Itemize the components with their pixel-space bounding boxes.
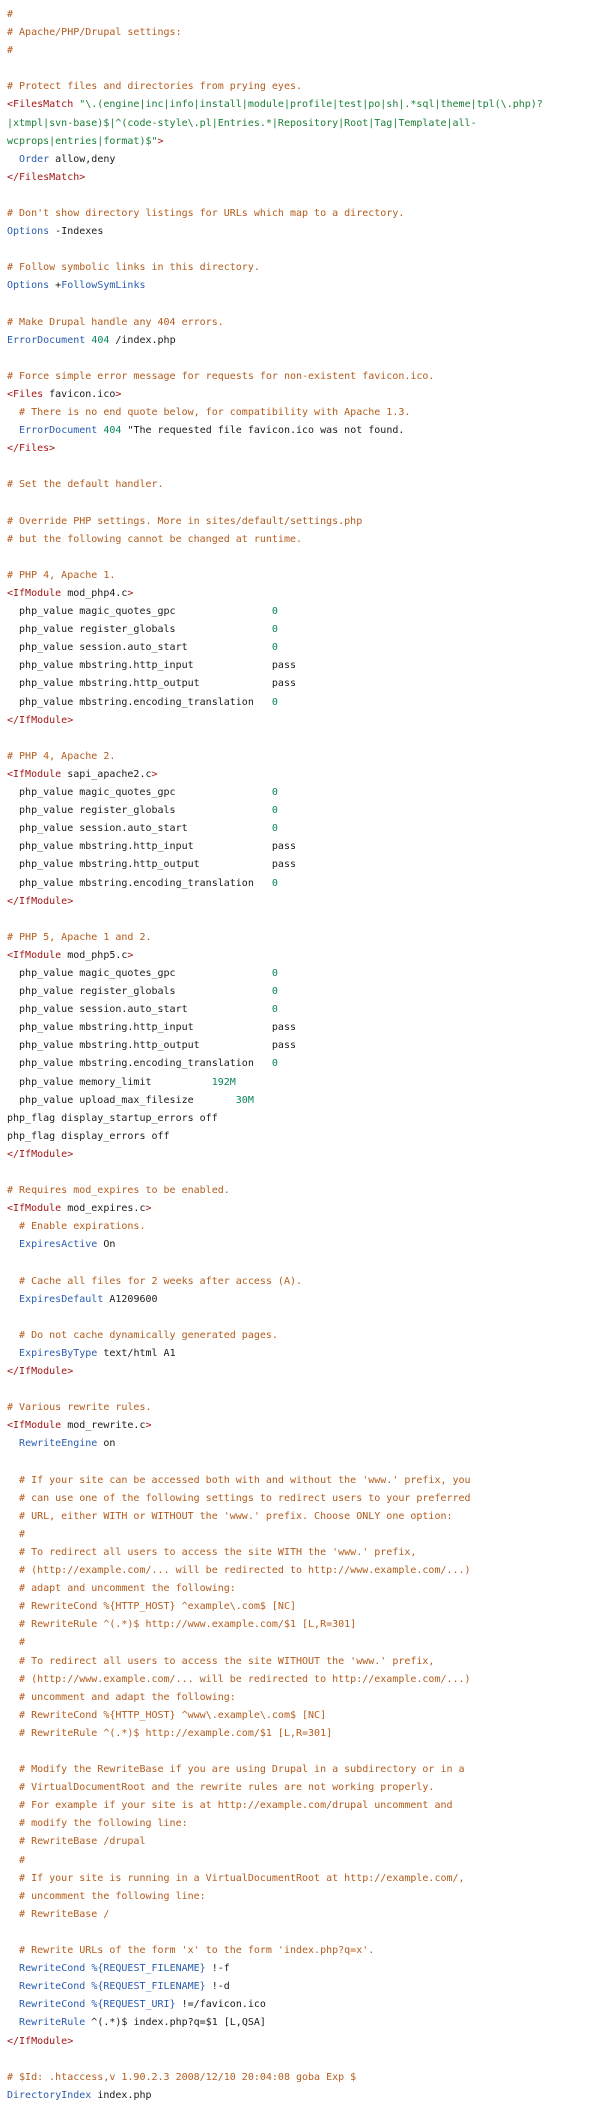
- code-line: [7, 513, 593, 531]
- code-line: [7, 60, 593, 78]
- code-comment: # PHP 4, Apache 2.: [7, 750, 116, 762]
- code-tag: </Files>: [7, 443, 56, 455]
- code-number: 192M: [211, 1076, 236, 1088]
- code-number: 0: [271, 1004, 278, 1016]
- code-comment: #: [7, 1637, 26, 1649]
- code-comment: # Follow symbolic links in this directory.: [7, 262, 260, 274]
- code-line: [7, 1725, 593, 1743]
- code-text: mod_php4.c: [61, 588, 128, 599]
- code-directive: Order: [19, 153, 50, 165]
- code-comment: # (http://example.com/... will be redirected to http://www.example.com/...): [7, 1565, 471, 1577]
- code-text: [7, 1981, 19, 1992]
- code-line: [7, 657, 593, 675]
- code-text: -Indexes: [49, 226, 104, 238]
- code-line: [7, 965, 593, 983]
- code-text: mod_rewrite.c: [61, 1420, 146, 1432]
- code-number: 0: [271, 642, 278, 654]
- code-line: [7, 1544, 593, 1562]
- code-line: [7, 1200, 593, 1218]
- code-text: On: [97, 1239, 116, 1251]
- code-line: [7, 1562, 593, 1580]
- code-text: mod_expires.c: [61, 1203, 146, 1215]
- code-line: [7, 585, 593, 603]
- code-line: [7, 1743, 593, 1761]
- code-comment: # VirtualDocumentRoot and the rewrite rules are not working properly.: [7, 1782, 435, 1794]
- code-line: [7, 929, 593, 947]
- code-line: [7, 1580, 593, 1598]
- code-line: [7, 911, 593, 929]
- code-tag: >: [145, 1420, 152, 1432]
- code-number: 404: [91, 334, 110, 346]
- code-line: [7, 875, 593, 893]
- code-line: [7, 241, 593, 259]
- code-directive: RewriteCond: [19, 1981, 86, 1993]
- code-line: [7, 96, 593, 114]
- code-line: [7, 1761, 593, 1779]
- code-number: 0: [271, 986, 278, 998]
- code-line: [7, 531, 593, 549]
- code-comment: # uncomment and adapt the following:: [7, 1691, 236, 1703]
- code-comment: # Modify the RewriteBase if you are using Drupal in a subdirectory or in a: [7, 1764, 465, 1776]
- code-comment: #: [7, 1528, 26, 1540]
- code-tag: >: [145, 1203, 152, 1215]
- code-line: [7, 1797, 593, 1815]
- code-line: [7, 1074, 593, 1092]
- code-text: php_value session.auto_start: [7, 642, 272, 654]
- code-tag: </IfModule>: [7, 1148, 74, 1160]
- code-text: [7, 425, 19, 436]
- code-line: [7, 1110, 593, 1128]
- code-line: [7, 1146, 593, 1164]
- code-text: php_value mbstring.http_output pass: [7, 678, 296, 690]
- code-line: [7, 259, 593, 277]
- code-line: [7, 2033, 593, 2051]
- code-line: [7, 1815, 593, 1833]
- code-text: php_value magic_quotes_gpc: [7, 606, 272, 618]
- code-line: [7, 1128, 593, 1146]
- code-line: [7, 1164, 593, 1182]
- code-text: on: [97, 1438, 116, 1450]
- code-line: [7, 1598, 593, 1616]
- code-directive: ExpiresDefault: [19, 1293, 104, 1305]
- code-directive: RewriteRule: [19, 2017, 86, 2029]
- code-number: 0: [271, 787, 278, 799]
- code-line: [7, 458, 593, 476]
- code-tag: <FilesMatch: [7, 99, 80, 111]
- code-line: [7, 1345, 593, 1363]
- code-directive: FollowSymLinks: [61, 280, 146, 292]
- code-line: [7, 476, 593, 494]
- code-text: "The requested file favicon.ico was not found.: [121, 425, 405, 437]
- code-line: [7, 947, 593, 965]
- code-line: [7, 1218, 593, 1236]
- code-text: [7, 1999, 19, 2010]
- code-text: text/html A1: [97, 1347, 176, 1359]
- code-line: [7, 223, 593, 241]
- code-comment: # can use one of the following settings to redirect users to your preferred: [7, 1492, 471, 1504]
- code-line: [7, 187, 593, 205]
- code-line: [7, 1634, 593, 1652]
- code-comment: # PHP 4, Apache 1.: [7, 569, 116, 581]
- code-line: [7, 1526, 593, 1544]
- code-text: sapi_apache2.c: [61, 768, 152, 780]
- code-line: [7, 1309, 593, 1327]
- code-line: [7, 1852, 593, 1870]
- code-tag: >: [151, 768, 158, 780]
- code-tag: >: [157, 135, 164, 147]
- code-line: [7, 1833, 593, 1851]
- code-comment: # $Id: .htaccess,v 1.90.2.3 2008/12/10 20:04:08 goba Exp $: [7, 2071, 357, 2083]
- code-line: [7, 766, 593, 784]
- code-text: php_value mbstring.http_input pass: [7, 1022, 296, 1034]
- code-directive: ExpiresByType: [19, 1347, 98, 1359]
- code-tag: <IfModule: [7, 1420, 62, 1432]
- code-line: [7, 1055, 593, 1073]
- code-tag: <IfModule: [7, 768, 62, 780]
- code-comment: # Cache all files for 2 weeks after access (A).: [7, 1275, 303, 1287]
- code-line: [7, 1707, 593, 1725]
- code-line: [7, 1490, 593, 1508]
- code-comment: # For example if your site is at http://example.com/drupal uncomment and: [7, 1800, 453, 1812]
- code-text: php_value register_globals: [7, 986, 272, 998]
- code-comment: # Do not cache dynamically generated pages.: [7, 1329, 278, 1341]
- code-line: [7, 6, 593, 24]
- code-line: [7, 2069, 593, 2087]
- code-line: [7, 1254, 593, 1272]
- code-line: [7, 24, 593, 42]
- code-line: [7, 1616, 593, 1634]
- code-line: [7, 42, 593, 60]
- code-line: [7, 621, 593, 639]
- code-text: php_value upload_max_filesize: [7, 1094, 236, 1106]
- code-line: [7, 1327, 593, 1345]
- code-directive: %{REQUEST_FILENAME}: [91, 1981, 206, 1993]
- code-line: [7, 2087, 593, 2105]
- code-tag: <IfModule: [7, 588, 62, 599]
- code-comment: #: [7, 9, 14, 20]
- code-text: php_value magic_quotes_gpc: [7, 787, 272, 799]
- code-line: [7, 1236, 593, 1254]
- code-line: [7, 368, 593, 386]
- code-tag: <IfModule: [7, 949, 62, 961]
- code-text: php_value mbstring.encoding_translation: [7, 1058, 272, 1070]
- code-line: [7, 1960, 593, 1978]
- code-directive: ErrorDocument: [19, 425, 98, 437]
- code-comment: # Apache/PHP/Drupal settings:: [7, 27, 182, 39]
- code-text: php_value register_globals: [7, 805, 272, 817]
- code-text: [7, 154, 19, 165]
- code-line: [7, 1454, 593, 1472]
- code-text: php_value mbstring.http_output pass: [7, 859, 296, 871]
- code-line: [7, 115, 593, 133]
- code-text: !-f: [205, 1963, 230, 1975]
- code-directive: ErrorDocument: [7, 334, 86, 346]
- code-text: !-d: [205, 1981, 230, 1993]
- code-comment: # To redirect all users to access the site WITH the 'www.' prefix,: [7, 1546, 417, 1558]
- code-line: [7, 983, 593, 1001]
- code-text: /index.php: [109, 334, 176, 346]
- code-line: [7, 694, 593, 712]
- code-regex: wcprops|entries|format)$": [7, 135, 158, 147]
- code-line: [7, 296, 593, 314]
- code-line: [7, 549, 593, 567]
- code-comment: # Rewrite URLs of the form 'x' to the form 'index.php?q=x'.: [7, 1945, 375, 1957]
- code-line: [7, 332, 593, 350]
- code-number: 30M: [235, 1094, 254, 1106]
- code-comment: # uncomment the following line:: [7, 1890, 206, 1902]
- code-directive: RewriteCond: [19, 1963, 86, 1975]
- code-comment: # RewriteCond %{HTTP_HOST} ^www\.example\.com$ [NC]: [7, 1709, 327, 1721]
- code-line: [7, 1182, 593, 1200]
- code-line: [7, 1381, 593, 1399]
- code-text: [7, 2017, 19, 2028]
- code-tag: </FilesMatch>: [7, 171, 86, 183]
- code-line: [7, 404, 593, 422]
- code-line: [7, 422, 593, 440]
- code-line: [7, 567, 593, 585]
- code-line: [7, 1906, 593, 1924]
- code-number: 0: [271, 967, 278, 979]
- code-line: [7, 603, 593, 621]
- code-line: [7, 675, 593, 693]
- code-line: [7, 1653, 593, 1671]
- code-line: [7, 1273, 593, 1291]
- code-comment: # Set the default handler.: [7, 479, 164, 491]
- code-line: [7, 169, 593, 187]
- code-line: [7, 1888, 593, 1906]
- code-line: [7, 205, 593, 223]
- code-text: [7, 1438, 19, 1449]
- code-comment: #: [7, 1854, 26, 1866]
- code-line: [7, 1363, 593, 1381]
- code-line: [7, 78, 593, 96]
- code-text: php_value session.auto_start: [7, 823, 272, 835]
- code-number: 0: [271, 696, 278, 708]
- code-tag: >: [115, 388, 122, 400]
- code-line: [7, 712, 593, 730]
- code-directive: Options: [7, 226, 50, 238]
- code-text: favicon.ico: [43, 388, 116, 400]
- code-line: [7, 838, 593, 856]
- code-line: [7, 1092, 593, 1110]
- code-line: [7, 1942, 593, 1960]
- code-directive: RewriteCond: [19, 1999, 86, 2011]
- code-regex: "\.(engine|inc|info|install|module|profile|test|po|sh|.*sql|theme|tpl(\.php)?: [79, 99, 543, 111]
- code-directive: DirectoryIndex: [7, 2089, 92, 2101]
- code-tag: >: [127, 949, 134, 961]
- code-line: [7, 893, 593, 911]
- code-directive: %{REQUEST_FILENAME}: [91, 1963, 206, 1975]
- code-directive: Options: [7, 280, 50, 292]
- code-text: php_value register_globals: [7, 624, 272, 636]
- code-number: 0: [271, 1058, 278, 1070]
- code-line: [7, 639, 593, 657]
- code-text: php_value mbstring.http_input pass: [7, 660, 296, 672]
- code-text: php_value mbstring.http_input pass: [7, 841, 296, 853]
- code-line: [7, 1019, 593, 1037]
- code-text: php_value session.auto_start: [7, 1004, 272, 1016]
- code-directive: RewriteEngine: [19, 1438, 98, 1450]
- code-line: [7, 277, 593, 295]
- code-text: php_flag display_errors off: [7, 1130, 170, 1142]
- code-line: [7, 730, 593, 748]
- code-comment: # RewriteBase /: [7, 1908, 110, 1920]
- code-tag: >: [127, 588, 134, 599]
- code-line: [7, 1399, 593, 1417]
- code-number: 0: [271, 606, 278, 618]
- code-line: [7, 820, 593, 838]
- code-line: [7, 2014, 593, 2032]
- code-tag: <IfModule: [7, 1203, 62, 1215]
- code-line: [7, 314, 593, 332]
- code-line: [7, 1870, 593, 1888]
- code-line: [7, 1996, 593, 2014]
- code-comment: #: [7, 45, 14, 57]
- code-text: +: [49, 280, 62, 292]
- code-text: ^(.*)$ index.php?q=$1 [L,QSA]: [85, 2017, 266, 2029]
- code-tag: </IfModule>: [7, 2035, 74, 2047]
- code-text: [7, 1963, 19, 1974]
- code-number: 0: [271, 805, 278, 817]
- code-line: [7, 495, 593, 513]
- code-line: [7, 1037, 593, 1055]
- code-text: A1209600: [103, 1293, 158, 1305]
- code-line: [7, 1689, 593, 1707]
- code-number: 0: [271, 624, 278, 636]
- code-line: [7, 1779, 593, 1797]
- code-line: [7, 440, 593, 458]
- code-text: php_value mbstring.encoding_translation: [7, 877, 272, 889]
- code-line: [7, 784, 593, 802]
- code-line: [7, 802, 593, 820]
- code-tag: <Files: [7, 388, 44, 400]
- code-text: php_value memory_limit: [7, 1076, 212, 1088]
- code-tag: </IfModule>: [7, 714, 74, 726]
- code-comment: # URL, either WITH or WITHOUT the 'www.' prefix. Choose ONLY one option:: [7, 1510, 453, 1522]
- code-comment: # Various rewrite rules.: [7, 1402, 152, 1414]
- code-comment: # RewriteCond %{HTTP_HOST} ^example\.com$ [NC]: [7, 1601, 296, 1613]
- code-directive: ExpiresActive: [19, 1239, 98, 1251]
- code-text: php_value magic_quotes_gpc: [7, 967, 272, 979]
- code-text: index.php: [91, 2089, 152, 2101]
- code-text: mod_php5.c: [61, 949, 128, 961]
- code-comment: # To redirect all users to access the site WITHOUT the 'www.' prefix,: [7, 1655, 435, 1667]
- code-line: [7, 856, 593, 874]
- code-number: 0: [271, 823, 278, 835]
- code-comment: # (http://www.example.com/... will be redirected to http://example.com/...): [7, 1673, 471, 1685]
- code-line: [7, 1671, 593, 1689]
- code-line: [7, 1472, 593, 1490]
- code-comment: # RewriteRule ^(.*)$ http://www.example.com/$1 [L,R=301]: [7, 1619, 357, 1631]
- code-text: [7, 1294, 19, 1305]
- code-comment: # PHP 5, Apache 1 and 2.: [7, 931, 152, 943]
- code-line: [7, 2051, 593, 2069]
- code-line: [7, 386, 593, 404]
- code-number: 404: [103, 425, 122, 437]
- code-comment: # modify the following line:: [7, 1818, 188, 1830]
- code-comment: # Requires mod_expires to be enabled.: [7, 1185, 230, 1197]
- code-comment: # Enable expirations.: [7, 1221, 146, 1233]
- code-line: [7, 1508, 593, 1526]
- code-comment: # adapt and uncomment the following:: [7, 1583, 236, 1595]
- code-tag: </IfModule>: [7, 1366, 74, 1378]
- code-line: [7, 1435, 593, 1453]
- code-comment: # RewriteBase /drupal: [7, 1836, 146, 1848]
- code-line: [7, 151, 593, 169]
- code-text: allow,deny: [49, 153, 116, 165]
- code-comment: # If your site can be accessed both with and without the 'www.' prefix, you: [7, 1474, 471, 1486]
- code-comment: # If your site is running in a VirtualDocumentRoot at http://example.com/,: [7, 1872, 465, 1884]
- code-comment: # Force simple error message for requests for non-existent favicon.ico.: [7, 370, 435, 382]
- code-comment: # Make Drupal handle any 404 errors.: [7, 316, 224, 328]
- code-line: [7, 1417, 593, 1435]
- code-line: [7, 1924, 593, 1942]
- code-comment: # Protect files and directories from prying eyes.: [7, 81, 303, 93]
- code-text: php_value mbstring.http_output pass: [7, 1040, 296, 1052]
- code-line: [7, 748, 593, 766]
- code-line: [7, 350, 593, 368]
- code-comment: # but the following cannot be changed at runtime.: [7, 533, 303, 545]
- code-tag: </IfModule>: [7, 895, 74, 907]
- code-line: [7, 133, 593, 151]
- code-number: 0: [271, 877, 278, 889]
- code-text: php_flag display_startup_errors off: [7, 1112, 218, 1124]
- code-text: php_value mbstring.encoding_translation: [7, 696, 272, 708]
- code-text: [7, 1348, 19, 1359]
- code-directive: %{REQUEST_URI}: [91, 1999, 176, 2011]
- code-regex: |xtmpl|svn-base)$|^(code-style\.pl|Entries.*|Repository|Root|Tag|Template|all-: [7, 117, 477, 129]
- code-text: !=/favicon.ico: [175, 1999, 266, 2011]
- code-line: [7, 1001, 593, 1019]
- code-line: [7, 1978, 593, 1996]
- code-text: [7, 1239, 19, 1250]
- code-comment: # There is no end quote below, for compatibility with Apache 1.3.: [7, 407, 411, 419]
- code-line: [7, 1291, 593, 1309]
- code-comment: # Don't show directory listings for URLs which map to a directory.: [7, 208, 405, 220]
- code-comment: # Override PHP settings. More in sites/default/settings.php: [7, 515, 363, 527]
- code-comment: # RewriteRule ^(.*)$ http://example.com/$1 [L,R=301]: [7, 1727, 333, 1739]
